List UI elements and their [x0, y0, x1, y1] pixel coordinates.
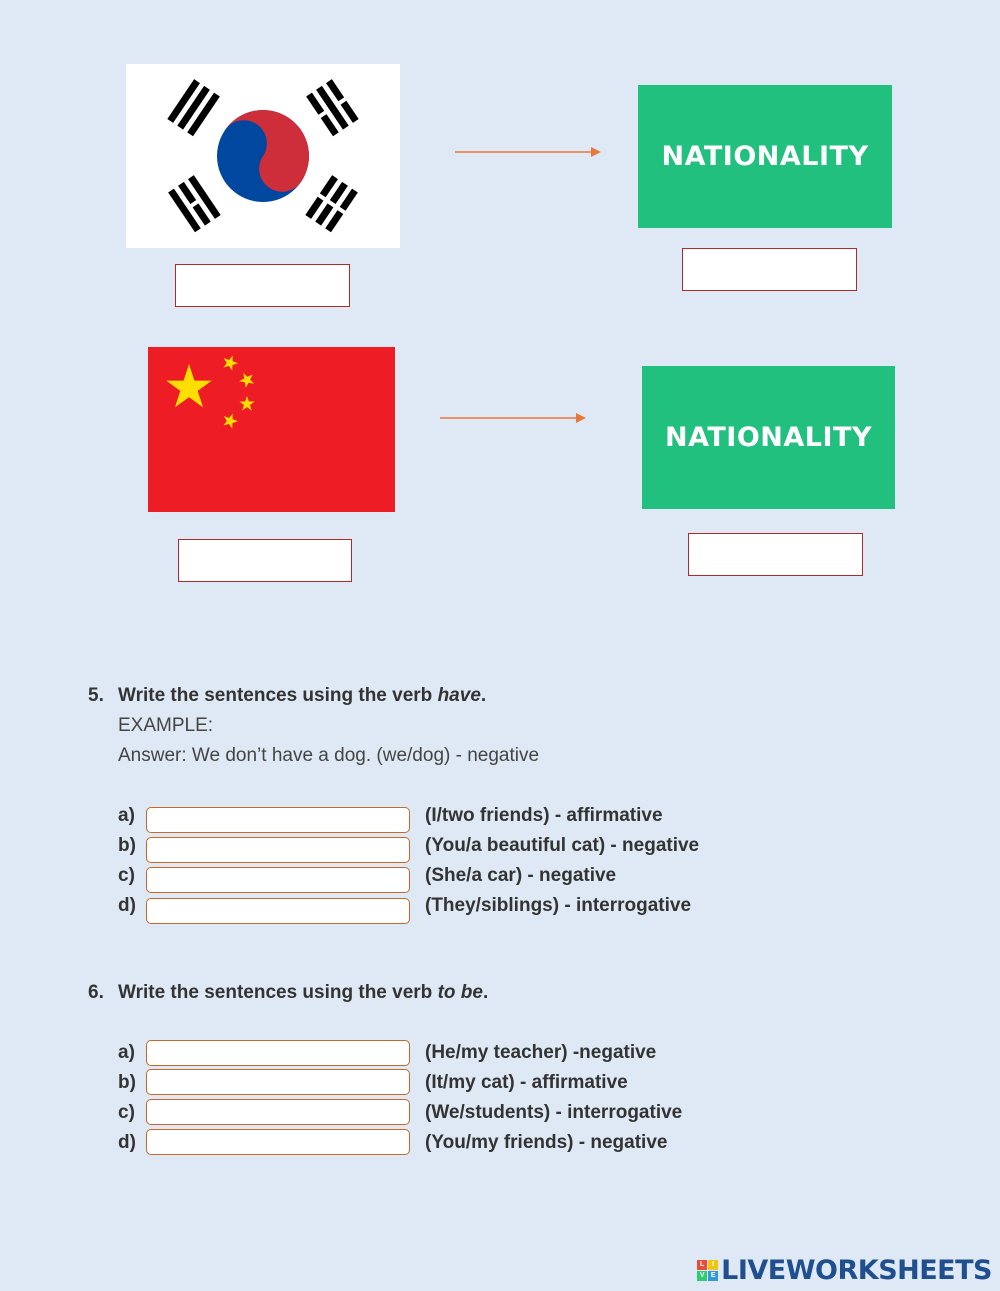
country-answer-box-2[interactable] [178, 539, 352, 582]
question-6-title [88, 982, 489, 1004]
south-korea-flag [126, 64, 400, 248]
item-hint: (I/two friends) - affirmative [425, 805, 663, 826]
q6-answer-input-d[interactable] [146, 1129, 410, 1155]
example-label: EXAMPLE: [118, 715, 214, 736]
q5-answer-input-d[interactable] [146, 898, 410, 924]
q5-answer-input-b[interactable] [146, 837, 410, 863]
logo-text: LIVEWORKSHEETS [721, 1255, 992, 1286]
question-number: 6. [88, 982, 104, 1003]
arrow-icon [455, 144, 605, 160]
nationality-card-1 [638, 85, 892, 228]
item-hint: (You/a beautiful cat) - negative [425, 835, 700, 856]
question-5-title [88, 685, 487, 707]
logo-mark-icon: L I V E [697, 1260, 718, 1281]
item-hint: (We/students) - interrogative [425, 1102, 683, 1123]
item-letter: a) [118, 1042, 135, 1063]
liveworksheets-logo [697, 1255, 992, 1286]
item-hint: (They/siblings) - interrogative [425, 895, 692, 916]
arrow-icon [440, 410, 590, 426]
item-letter: d) [118, 895, 136, 916]
item-letter: c) [118, 865, 135, 886]
q5-answer-input-c[interactable] [146, 867, 410, 893]
question-text: Write the sentences using the verb to be. [118, 982, 489, 1003]
item-hint: (She/a car) - negative [425, 865, 617, 886]
question-text: Write the sentences using the verb have. [118, 685, 487, 706]
item-hint: (It/my cat) - affirmative [425, 1072, 628, 1093]
q6-answer-input-c[interactable] [146, 1099, 410, 1125]
q6-answer-input-b[interactable] [146, 1069, 410, 1095]
item-letter: c) [118, 1102, 135, 1123]
nationality-card-2 [642, 366, 895, 509]
item-letter: b) [118, 835, 136, 856]
example-answer: Answer: We don’t have a dog. (we/dog) - negative [118, 745, 540, 766]
nationality-label: NATIONALITY [661, 141, 869, 172]
q5-answer-input-a[interactable] [146, 807, 410, 833]
item-letter: a) [118, 805, 135, 826]
nationality-label: NATIONALITY [664, 422, 873, 453]
nationality-answer-box-2[interactable] [688, 533, 863, 576]
country-answer-box-1[interactable] [175, 264, 350, 307]
item-hint: (He/my teacher) -negative [425, 1042, 657, 1063]
china-flag [148, 347, 395, 512]
q6-answer-input-a[interactable] [146, 1040, 410, 1066]
nationality-answer-box-1[interactable] [682, 248, 857, 291]
item-letter: d) [118, 1132, 136, 1153]
question-number: 5. [88, 685, 104, 706]
item-hint: (You/my friends) - negative [425, 1132, 668, 1153]
item-letter: b) [118, 1072, 136, 1093]
